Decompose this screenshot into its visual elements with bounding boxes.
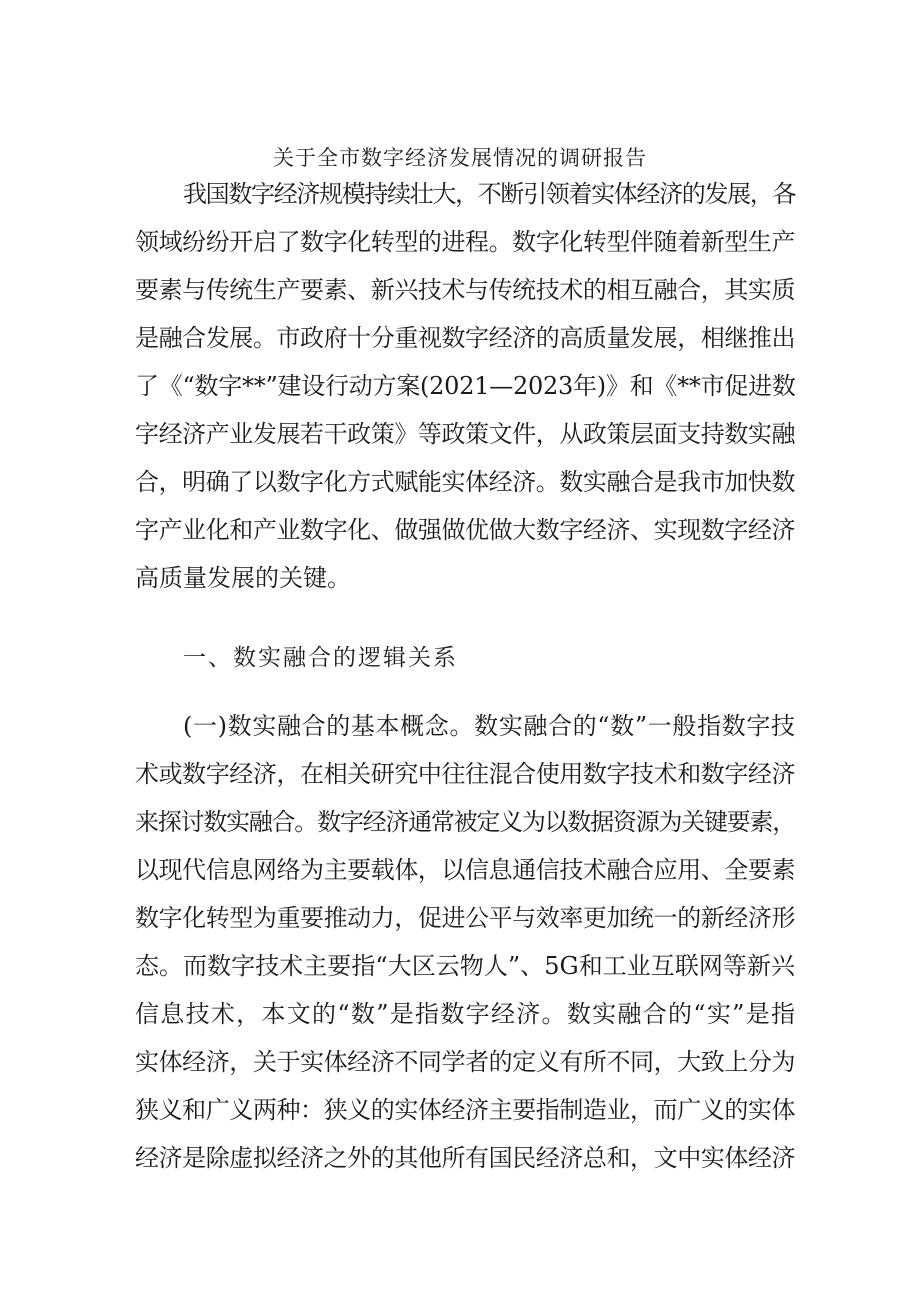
document-title: 关于全市数字经济发展情况的调研报告 [273, 146, 647, 170]
paragraph-1-line-6: 字经济产业发展若干政策》等政策文件，从政策层面支持数实融 [135, 420, 795, 448]
paragraph-1-line-7: 合，明确了以数字化方式赋能实体经济。数实融合是我市加快数 [135, 468, 795, 496]
paragraph-1-line-8: 字产业化和产业数字化、做强做优做大数字经济、实现数字经济 [135, 516, 795, 544]
paragraph-2-line-5: 数字化转型为重要推动力，促进公平与效率更加统一的新经济形 [135, 904, 795, 932]
paragraph-2-line-7: 信息技术，本文的“数”是指数字经济。数实融合的“实”是指 [135, 1000, 795, 1028]
paragraph-1-line-1: 我国数字经济规模持续壮大，不断引领着实体经济的发展，各 [183, 180, 795, 208]
paragraph-1-line-2: 领域纷纷开启了数字化转型的进程。数字化转型伴随着新型生产 [135, 228, 795, 256]
paragraph-2-line-1: (一)数实融合的基本概念。数实融合的“数”一般指数字技 [183, 712, 795, 740]
paragraph-2-line-3: 来探讨数实融合。数字经济通常被定义为以数据资源为关键要素， [135, 808, 795, 836]
paragraph-2-line-9: 狭义和广义两种：狭义的实体经济主要指制造业，而广义的实体 [135, 1096, 795, 1124]
paragraph-1-line-9: 高质量发展的关键。 [135, 564, 351, 592]
paragraph-2-line-6: 态。而数字技术主要指“大区云物人”、5G和工业互联网等新兴 [135, 952, 795, 980]
paragraph-1-line-4: 是融合发展。市政府十分重视数字经济的高质量发展，相继推出 [135, 324, 795, 352]
paragraph-1-line-3: 要素与传统生产要素、新兴技术与传统技术的相互融合，其实质 [135, 276, 795, 304]
paragraph-2-line-4: 以现代信息网络为主要载体，以信息通信技术融合应用、全要素 [135, 856, 795, 884]
paragraph-2-line-10: 经济是除虚拟经济之外的其他所有国民经济总和，文中实体经济 [135, 1144, 795, 1172]
section-1-heading: 一、数实融合的逻辑关系 [183, 645, 458, 671]
paragraph-1-line-5: 了《“数字**”建设行动方案(2021—2023年)》和《**市促进数 [135, 372, 796, 400]
paragraph-2-line-2: 术或数字经济，在相关研究中往往混合使用数字技术和数字经济 [135, 760, 795, 788]
paragraph-2-line-8: 实体经济，关于实体经济不同学者的定义有所不同，大致上分为 [135, 1048, 795, 1076]
